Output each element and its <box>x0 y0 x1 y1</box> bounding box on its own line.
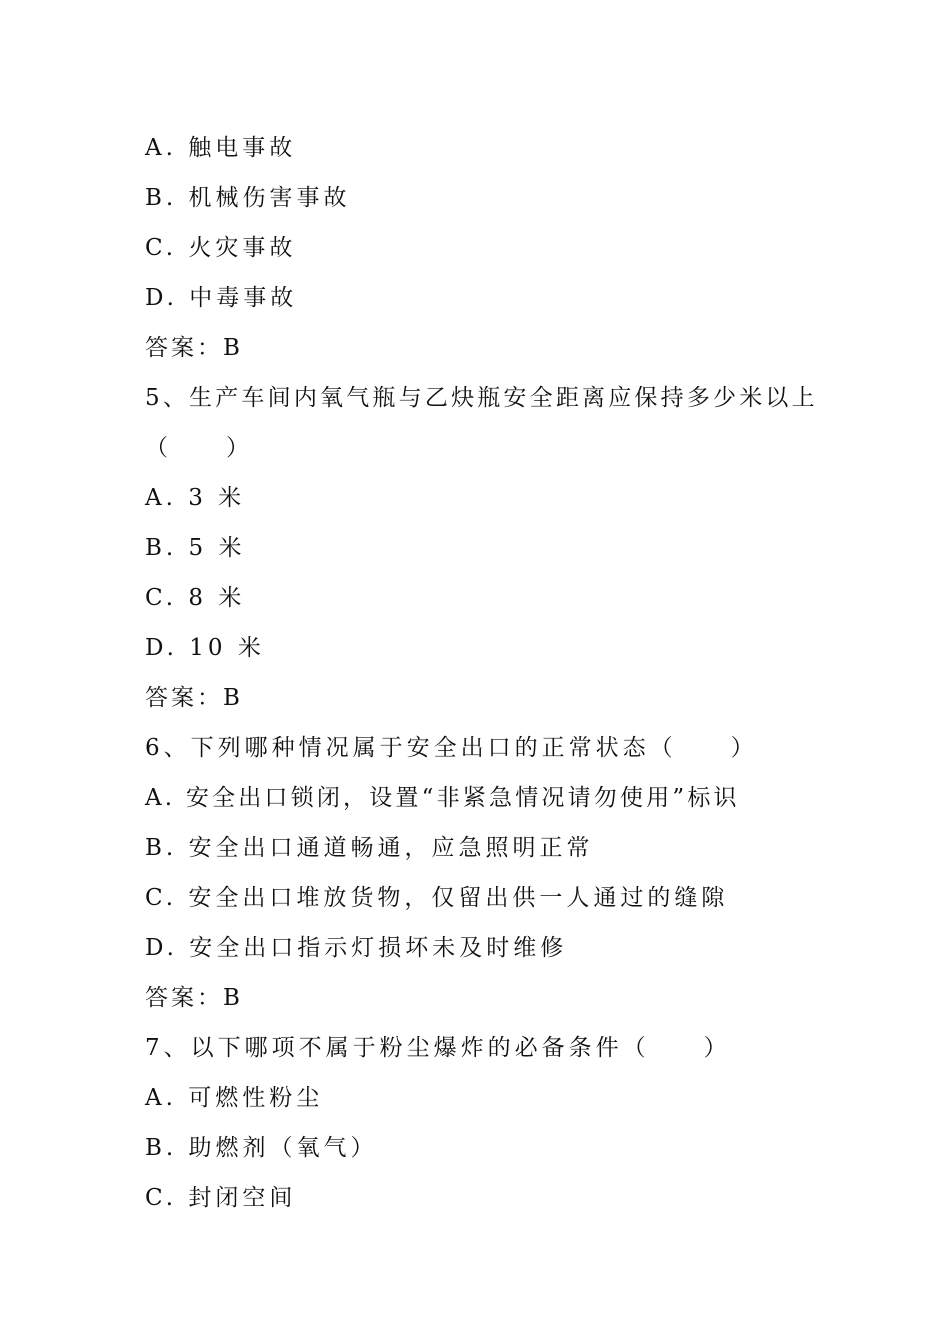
q5-option-d: D. 10 米 <box>145 635 265 661</box>
q5-answer: 答案：B <box>145 685 243 711</box>
q6-option-b: B. 安全出口通道畅通，应急照明正常 <box>145 835 594 861</box>
q6-stem: 6、下列哪种情况属于安全出口的正常状态（ ） <box>145 735 758 761</box>
q6-answer: 答案：B <box>145 985 243 1011</box>
q4-answer: 答案：B <box>145 335 243 361</box>
q6-option-c: C. 安全出口堆放货物，仅留出供一人通过的缝隙 <box>145 885 729 911</box>
q4-option-b: B. 机械伤害事故 <box>145 185 351 211</box>
page-content <box>145 128 825 1228</box>
q7-option-b: B. 助燃剂（氧气） <box>145 1135 378 1161</box>
q5-option-b: B. 5 米 <box>145 535 246 561</box>
q5-option-c: C. 8 米 <box>145 585 246 611</box>
q7-option-c: C. 封闭空间 <box>145 1185 297 1211</box>
q4-option-c: C. 火灾事故 <box>145 235 297 261</box>
q4-option-a: A. 触电事故 <box>145 135 297 161</box>
q4-option-d: D. 中毒事故 <box>145 285 298 311</box>
q7-stem: 7、以下哪项不属于粉尘爆炸的必备条件（ ） <box>145 1035 731 1061</box>
q6-option-a: A. 安全出口锁闭，设置“非紧急情况请勿使用”标识 <box>145 785 740 811</box>
q7-option-a: A. 可燃性粉尘 <box>145 1085 324 1111</box>
q5-stem: 5、生产车间内氧气瓶与乙炔瓶安全距离应保持多少米以上 <box>145 385 818 411</box>
q5-stem-continuation: （ ） <box>145 435 253 461</box>
q6-option-d: D. 安全出口指示灯损坏未及时维修 <box>145 935 568 961</box>
q5-option-a: A. 3 米 <box>145 485 246 511</box>
